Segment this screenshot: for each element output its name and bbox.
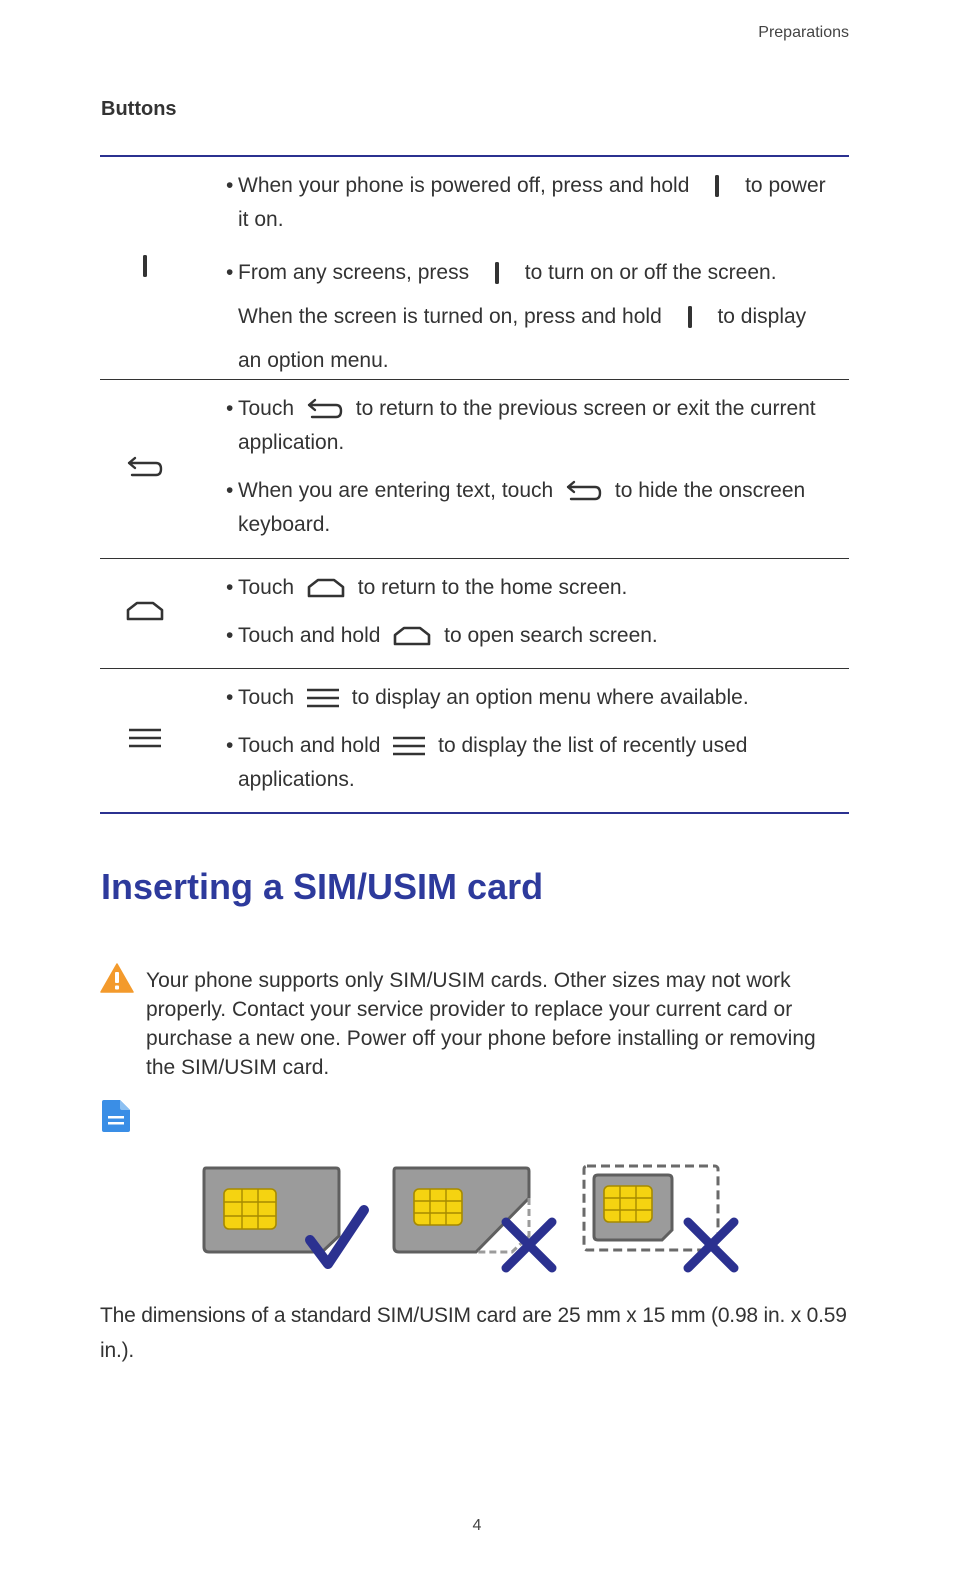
sim-card-illustration bbox=[196, 1158, 756, 1288]
home-key-icon bbox=[125, 600, 165, 627]
desc-cell-back bbox=[190, 380, 849, 558]
warning-text: Your phone supports only SIM/USIM cards. Other sizes may not work properly. Contact your service provider to replace your current card or purchase a new one. Power off your phone before installing or removing the SIM/USIM card. bbox=[146, 969, 816, 1079]
section-label-buttons: Buttons bbox=[101, 98, 177, 120]
note-icon bbox=[101, 1099, 131, 1138]
buttons-table bbox=[100, 155, 849, 814]
bullet-back-1: • Touch to return to the previous screen or exit the current application. bbox=[226, 392, 835, 460]
power-key-icon bbox=[493, 261, 501, 285]
key-cell-home bbox=[100, 559, 190, 668]
desc-cell-power bbox=[190, 157, 849, 379]
home-key-icon bbox=[392, 625, 432, 647]
back-key-icon bbox=[306, 397, 344, 421]
sim-dimensions-text: The dimensions of a standard SIM/USIM card are 25 mm x 15 mm (0.98 in. x 0.59 in.). bbox=[100, 1304, 847, 1362]
table-row-power bbox=[100, 157, 849, 379]
back-key-icon bbox=[126, 455, 164, 484]
table-row-menu bbox=[100, 668, 849, 812]
running-header: Preparations bbox=[758, 24, 849, 41]
section-title-sim: Inserting a SIM/USIM card bbox=[101, 866, 544, 907]
bullet-power-1: • When your phone is powered off, press and hold to power it on. bbox=[226, 169, 835, 237]
bullet-power-2: • From any screens, press to turn on or off the screen. When the screen is turned on, press and hold to display an option menu. bbox=[226, 251, 835, 383]
desc-cell-home bbox=[190, 559, 849, 668]
home-key-icon bbox=[306, 577, 346, 599]
key-cell-menu bbox=[100, 669, 190, 812]
table-row-home bbox=[100, 558, 849, 668]
bullet-back-2: • When you are entering text, touch to hide the onscreen keyboard. bbox=[226, 474, 835, 542]
cross-mark-icon bbox=[506, 1222, 552, 1268]
standard-sim-card bbox=[204, 1168, 339, 1252]
bullet-menu-2: • Touch and hold to display the list of recently used applications. bbox=[226, 729, 835, 797]
bullet-home-2: • Touch and hold to open search screen. bbox=[226, 619, 835, 653]
menu-key-icon bbox=[392, 735, 426, 757]
menu-key-icon bbox=[306, 687, 340, 709]
key-cell-back bbox=[100, 380, 190, 558]
desc-cell-menu bbox=[190, 669, 849, 812]
bullet-home-1: • Touch to return to the home screen. bbox=[226, 571, 835, 605]
table-row-back bbox=[100, 379, 849, 558]
power-key-icon bbox=[686, 305, 694, 329]
power-key-icon bbox=[713, 174, 721, 198]
menu-key-icon bbox=[128, 727, 162, 754]
warning-icon bbox=[100, 963, 134, 998]
page-number: 4 bbox=[472, 1517, 482, 1534]
cross-mark-icon bbox=[688, 1222, 734, 1268]
back-key-icon bbox=[565, 479, 603, 503]
power-key-icon bbox=[141, 254, 149, 283]
bullet-menu-1: • Touch to display an option menu where available. bbox=[226, 681, 835, 715]
cut-sim-card bbox=[394, 1168, 529, 1252]
key-cell-power bbox=[100, 157, 190, 379]
